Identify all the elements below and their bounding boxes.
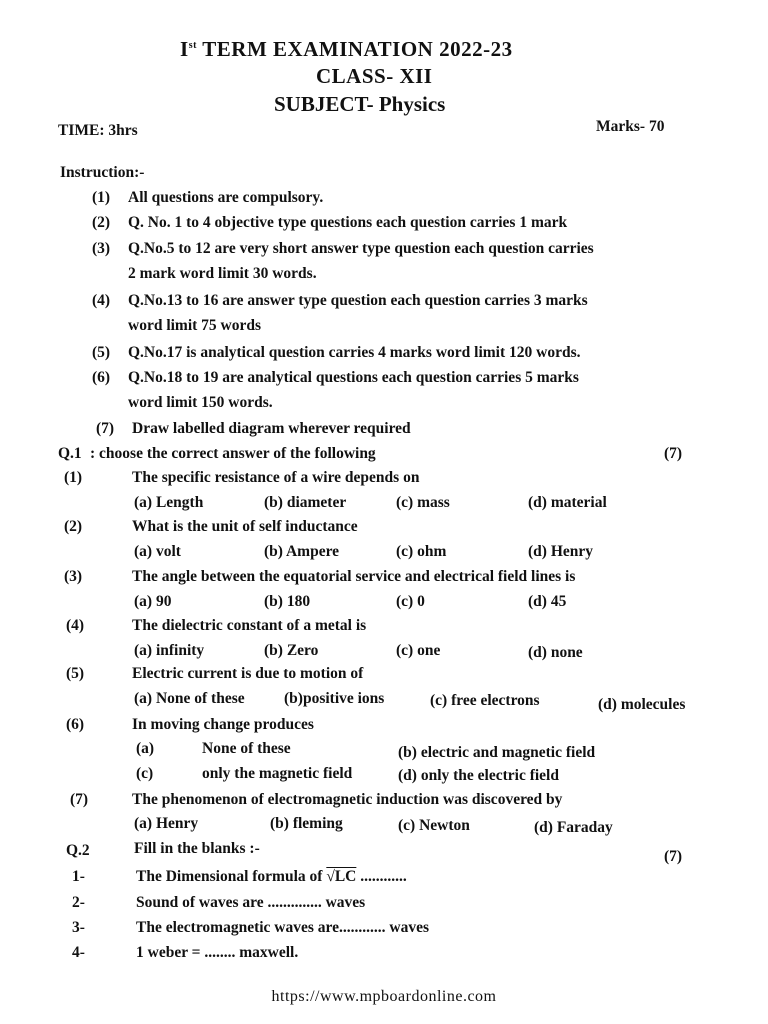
mcq-option: (a) infinity — [134, 642, 205, 659]
mcq-question: The phenomenon of electromagnetic induction was discovered by — [132, 791, 563, 808]
mcq-option: (d) material — [528, 494, 607, 511]
blank-number: 1- — [72, 868, 85, 885]
instruction-text: Q.No.18 to 19 are analytical questions each question carries 5 marks — [128, 369, 579, 386]
instruction-text-continued: 2 mark word limit 30 words. — [128, 265, 317, 282]
question-text: : choose the correct answer of the following — [90, 445, 376, 462]
instruction-text: Q. No. 1 to 4 objective type questions each question carries 1 mark — [128, 214, 568, 231]
mcq-number: (6) — [66, 716, 85, 733]
mcq-option: (d) Henry — [528, 543, 594, 560]
instruction-num: (2) — [92, 214, 111, 231]
mcq-option: (b) 180 — [264, 593, 311, 610]
mcq-number: (7) — [70, 791, 89, 808]
mcq-option: (b) Zero — [264, 642, 319, 659]
time-label: TIME: 3hrs — [58, 122, 138, 139]
class-heading: CLASS- XII — [316, 64, 433, 88]
instruction-num: (6) — [92, 369, 111, 386]
mcq-option: (d) only the electric field — [398, 767, 559, 784]
instruction-text-continued: word limit 150 words. — [128, 394, 273, 411]
mcq-number: (2) — [64, 518, 83, 535]
mcq-option: (b) electric and magnetic field — [398, 744, 596, 761]
mcq-option: (b) Ampere — [264, 543, 340, 560]
mcq-option: (d) molecules — [598, 696, 686, 713]
question-label: Q.2 — [66, 842, 90, 859]
mcq-option: (c) ohm — [396, 543, 447, 560]
mcq-question: In moving change produces — [132, 716, 314, 733]
mcq-option: (a) 90 — [134, 593, 172, 610]
mcq-question: The specific resistance of a wire depends on — [132, 469, 420, 486]
exam-title-text: TERM EXAMINATION 2022-23 — [202, 37, 513, 61]
question-marks: (7) — [664, 848, 683, 865]
mcq-option: (c) Newton — [398, 817, 470, 834]
instruction-num: (1) — [92, 189, 111, 206]
exam-title — [180, 37, 513, 62]
mcq-option: (c) 0 — [396, 593, 425, 610]
question-label: Q.1 — [58, 445, 82, 462]
mcq-option: (b)positive ions — [284, 690, 385, 707]
mcq-option: (c) one — [396, 642, 441, 659]
instruction-num: (3) — [92, 240, 111, 257]
blank-text-part: The Dimensional formula of — [136, 868, 327, 885]
instruction-text: Q.No.13 to 16 are answer type question each question carries 3 marks — [128, 292, 588, 309]
instruction-text-continued: word limit 75 words — [128, 317, 262, 334]
instruction-num: (7) — [96, 420, 115, 437]
question-text: Fill in the blanks :- — [134, 840, 260, 857]
blank-text: Sound of waves are .............. waves — [136, 894, 366, 911]
mcq-option: (a) Length — [134, 494, 204, 511]
blank-text: 1 weber = ........ maxwell. — [136, 944, 299, 961]
mcq-number: (5) — [66, 665, 85, 682]
instruction-text: All questions are compulsory. — [128, 189, 324, 206]
instruction-num: (4) — [92, 292, 111, 309]
mcq-option: (d) 45 — [528, 593, 567, 610]
instruction-num: (5) — [92, 344, 111, 361]
mcq-option-letter: (c) — [136, 765, 154, 782]
mcq-option: (d) Faraday — [534, 819, 613, 836]
exam-ordinal: I — [180, 37, 189, 61]
mcq-option: (a) volt — [134, 543, 181, 560]
mcq-question: Electric current is due to motion of — [132, 665, 364, 682]
mcq-option: (c) mass — [396, 494, 450, 511]
instruction-text: Q.No.5 to 12 are very short answer type question each question carries — [128, 240, 594, 257]
radical-expression: √LC — [326, 868, 357, 885]
blank-line: ............ — [356, 868, 407, 885]
mcq-option: only the magnetic field — [202, 765, 353, 782]
footer-url[interactable]: https://www.mpboardonline.com — [271, 988, 497, 1005]
exam-ordinal-suffix: st — [188, 40, 197, 51]
mcq-question: The dielectric constant of a metal is — [132, 617, 367, 634]
blank-number: 2- — [72, 894, 85, 911]
blank-text: The electromagnetic waves are............ waves — [136, 919, 429, 936]
instruction-text: Draw labelled diagram wherever required — [132, 420, 411, 437]
marks-label: Marks- 70 — [596, 118, 665, 135]
mcq-option: None of these — [202, 740, 291, 757]
question-marks: (7) — [664, 445, 683, 462]
mcq-option: (c) free electrons — [430, 692, 540, 709]
instruction-text: Q.No.17 is analytical question carries 4 marks word limit 120 words. — [128, 344, 581, 361]
mcq-option: (b) fleming — [270, 815, 343, 832]
mcq-number: (3) — [64, 568, 83, 585]
blank-number: 3- — [72, 919, 85, 936]
mcq-question: The angle between the equatorial service and electrical field lines is — [132, 568, 576, 585]
mcq-option: (d) none — [528, 644, 583, 661]
mcq-option-letter: (a) — [136, 740, 155, 757]
mcq-option: (a) None of these — [134, 690, 245, 707]
subject-heading: SUBJECT- Physics — [274, 92, 446, 116]
mcq-option: (a) Henry — [134, 815, 199, 832]
mcq-question: What is the unit of self inductance — [132, 518, 358, 535]
mcq-number: (1) — [64, 469, 83, 486]
mcq-option: (b) diameter — [264, 494, 347, 511]
mcq-number: (4) — [66, 617, 85, 634]
blank-text — [136, 868, 407, 886]
blank-number: 4- — [72, 944, 85, 961]
instruction-heading: Instruction:- — [60, 164, 145, 181]
